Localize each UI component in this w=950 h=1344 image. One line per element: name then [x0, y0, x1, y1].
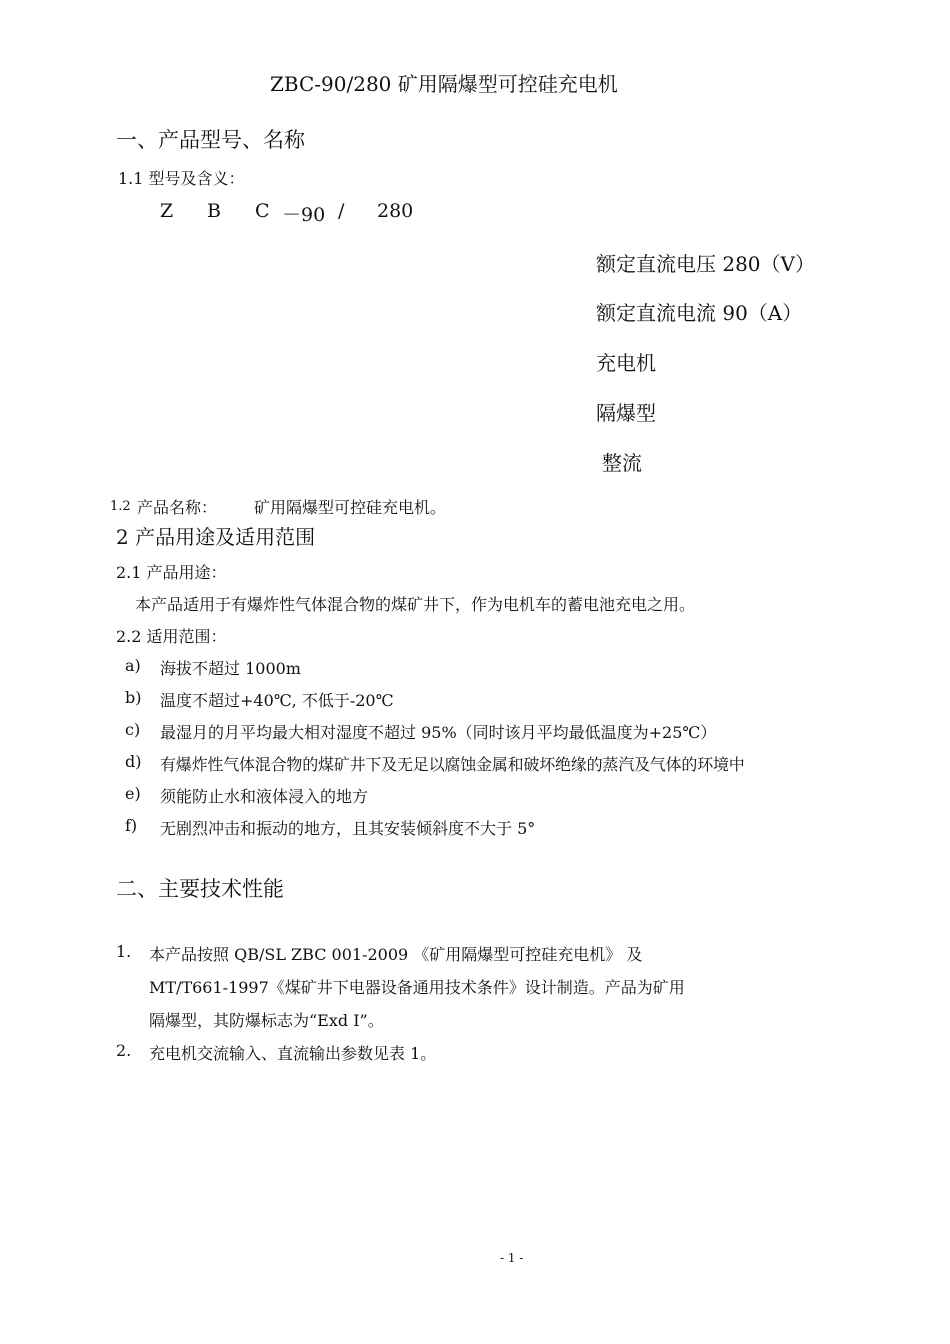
model-code-voltage: 280: [377, 200, 414, 222]
list-item: 无剧烈冲击和振动的地方，且其安装倾斜度不大于 5°: [160, 819, 536, 838]
list-item-marker: d): [125, 752, 142, 771]
meaning-rated-voltage: 额定直流电压 280（V）: [596, 252, 815, 276]
usage-text: 本产品适用于有爆炸性气体混合物的煤矿井下，作为电机车的蓄电池充电之用。: [135, 595, 696, 614]
meaning-rated-current: 额定直流电流 90（A）: [596, 301, 803, 325]
list-item: 隔爆型，其防爆标志为“Exd I”。: [149, 1011, 384, 1030]
model-code-z: Z: [160, 200, 174, 222]
list-item: 须能防止水和液体浸入的地方: [160, 787, 369, 806]
section-heading-technical-performance: 二、主要技术性能: [116, 877, 284, 901]
product-name-value: 矿用隔爆型可控硅充电机。: [254, 498, 447, 517]
section-heading-product-model: 一、产品型号、名称: [116, 128, 305, 152]
meaning-rectifier: 整流: [602, 451, 642, 475]
model-code-b: B: [207, 200, 221, 222]
model-meaning-label: 1.1 型号及含义：: [118, 169, 245, 188]
list-item-marker: e): [125, 784, 141, 803]
list-item: 温度不超过+40℃, 不低于-20℃: [160, 691, 394, 710]
list-item-marker: f): [125, 816, 138, 835]
model-code-c: C: [255, 200, 270, 222]
list-item-marker: c): [125, 720, 141, 739]
list-item: 最湿月的月平均最大相对湿度不超过 95%（同时该月平均最低温度为+25℃）: [160, 723, 717, 742]
product-name-label: 产品名称：: [137, 498, 218, 517]
scope-label: 2.2 适用范围：: [116, 627, 227, 646]
meaning-flameproof: 隔爆型: [596, 401, 656, 425]
list-item: MT/T661-1997《煤矿井下电器设备通用技术条件》设计制造。产品为矿用: [149, 978, 685, 997]
model-code-slash: /: [338, 200, 345, 222]
list-item-marker: a): [125, 656, 141, 675]
list-item: 充电机交流输入、直流输出参数见表 1。: [149, 1044, 437, 1063]
meaning-charger: 充电机: [596, 351, 656, 375]
page-number: - 1 -: [500, 1251, 524, 1265]
list-item-marker: 1.: [116, 942, 132, 961]
list-item-marker: 2.: [116, 1041, 132, 1060]
list-item-marker: b): [125, 688, 142, 707]
list-item: 本产品按照 QB/SL ZBC 001-2009 《矿用隔爆型可控硅充电机》 及: [149, 945, 643, 964]
document-title: ZBC-90/280 矿用隔爆型可控硅充电机: [270, 72, 618, 96]
usage-label: 2.1 产品用途：: [116, 563, 227, 582]
section-heading-usage: 2 产品用途及适用范围: [116, 525, 316, 549]
list-item: 海拔不超过 1000m: [160, 659, 301, 678]
product-name-number: 1.2: [110, 499, 131, 514]
list-item: 有爆炸性气体混合物的煤矿井下及无足以腐蚀金属和破坏绝缘的蒸汽及气体的环境中: [160, 755, 745, 774]
model-code-current: －90: [282, 204, 326, 226]
